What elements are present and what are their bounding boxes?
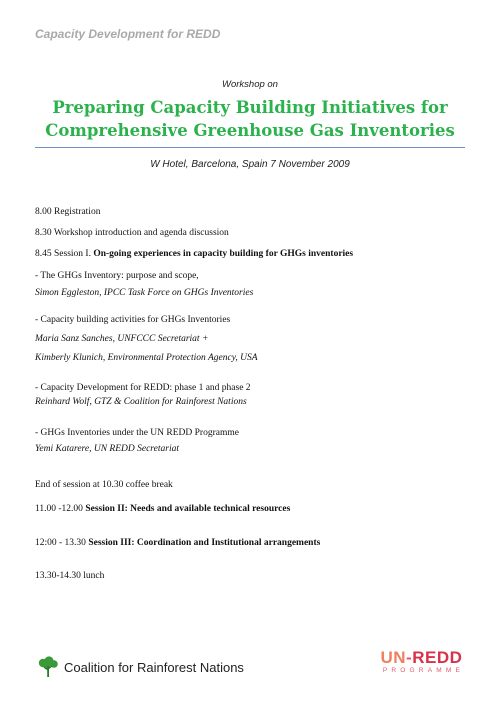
unredd-logo xyxy=(379,648,464,674)
agenda-session-1 xyxy=(35,248,465,261)
talk-3-speaker: Reinhard Wolf, GTZ & Coalition for Rainforest Nations xyxy=(35,397,247,407)
workshop-subtitle: Workshop on xyxy=(222,79,278,90)
talk-4-speaker: Yemi Katarere, UN REDD Secretariat xyxy=(35,444,179,454)
talk-2-speaker-1: Maria Sanz Sanches, UNFCCC Secretariat + xyxy=(35,334,209,344)
agenda-intro: 8.30 Workshop introduction and agenda discussion xyxy=(35,228,229,238)
title-line-1: Preparing Capacity Building Initiatives for xyxy=(52,98,448,117)
talk-2-title: - Capacity building activities for GHGs Inventories xyxy=(35,315,231,325)
workshop-location: W Hotel, Barcelona, Spain 7 November 2009 xyxy=(150,159,350,170)
agenda xyxy=(35,206,465,583)
tree-icon xyxy=(36,655,60,679)
crn-name: Coalition for Rainforest Nations xyxy=(64,659,244,675)
unredd-programme: PROGRAMME xyxy=(382,667,464,674)
session-1-title: On-going experiences in capacity building for GHGs inventories xyxy=(93,249,354,259)
session-3-title: Session III: Coordination and Institutional arrangements xyxy=(88,538,321,548)
agenda-registration: 8.00 Registration xyxy=(35,207,101,217)
agenda-lunch: 13.30-14.30 lunch xyxy=(35,571,105,581)
title-divider xyxy=(35,147,465,148)
agenda-session-2 xyxy=(35,503,465,516)
unredd-wordmark xyxy=(379,648,464,668)
title-line-2: Comprehensive Greenhouse Gas Inventories xyxy=(45,121,455,140)
crn-logo xyxy=(36,655,244,679)
talk-2-speaker-2: Kimberly Klunich, Environmental Protection Agency, USA xyxy=(35,353,258,363)
unredd-redd: REDD xyxy=(412,648,463,667)
unredd-dash: - xyxy=(406,648,413,667)
talk-1-speaker: Simon Eggleston, IPCC Task Force on GHGs Inventories xyxy=(35,288,254,298)
header-tag: Capacity Development for REDD xyxy=(35,27,221,41)
agenda-session-3 xyxy=(35,537,465,550)
workshop-title xyxy=(0,96,500,142)
session-1-time: 8.45 Session I. xyxy=(35,249,94,259)
talk-1-title: - The GHGs Inventory: purpose and scope, xyxy=(35,271,199,281)
session-2-title: Session II: Needs and available technical resources xyxy=(85,504,291,514)
session-3-time: 12:00 - 13.30 xyxy=(35,538,89,548)
talk-3-title: - Capacity Development for REDD: phase 1 and phase 2 xyxy=(35,383,251,393)
agenda-end-session: End of session at 10.30 coffee break xyxy=(35,480,173,490)
unredd-un: UN xyxy=(380,648,407,667)
session-2-time: 11.00 -12.00 xyxy=(35,504,86,514)
talk-4-title: - GHGs Inventories under the UN REDD Programme xyxy=(35,428,239,438)
